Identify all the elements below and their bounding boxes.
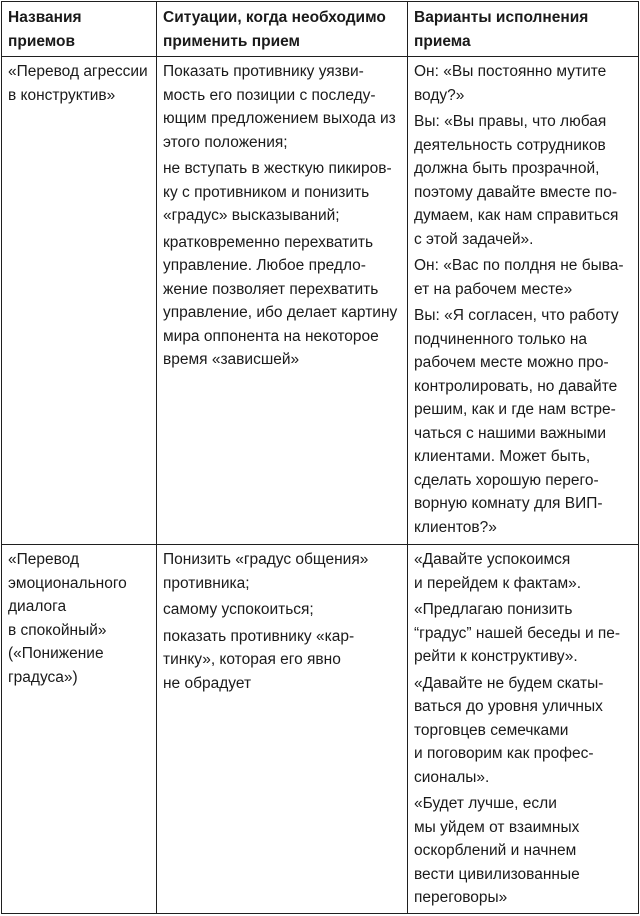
header-variants: [408, 2, 639, 57]
text-line: «Давайте успокоимся: [414, 551, 571, 568]
cell-paragraph: [8, 548, 150, 689]
header-line: Ситуации, когда необходимо: [163, 9, 386, 26]
header-situations: [157, 2, 408, 57]
text-line: ющим предложением выхода из: [163, 110, 396, 127]
cell-paragraph: [414, 304, 632, 539]
text-line: деятельность сотрудников: [414, 136, 606, 154]
cell-paragraph: [414, 792, 632, 910]
text-line: контролировать, но давайте: [414, 377, 618, 395]
text-line: «Будет лучше, если: [414, 795, 557, 812]
cell-paragraph: [163, 60, 401, 154]
cell-paragraph: [414, 110, 632, 251]
table-header-row: [2, 2, 639, 57]
header-technique-names: [2, 2, 157, 57]
text-line: тинку», которая его явно: [163, 651, 341, 668]
text-line: «градус» высказываний;: [163, 207, 340, 224]
header-line: Названия приемов: [8, 9, 82, 50]
text-line: оскорблений и начнем: [414, 842, 577, 859]
text-line: подчиненного только на: [414, 330, 587, 348]
text-line: с этой задачей».: [414, 230, 534, 248]
text-line: Вы: «Я согласен, что работу: [414, 307, 619, 324]
text-line: думаем, как нам справиться: [414, 207, 619, 224]
text-line: «Перевод агрессии: [8, 63, 148, 80]
text-line: не обрадует: [163, 674, 252, 692]
text-line: и поговорим как профес-: [414, 745, 594, 762]
text-line: торговцев семечками: [414, 721, 569, 739]
text-line: Он: «Вы постоянно мутите: [414, 63, 607, 80]
text-line: время «зависшей»: [163, 351, 300, 368]
technique-name-cell: [2, 545, 157, 914]
cell-paragraph: [414, 548, 632, 595]
cell-paragraph: [414, 60, 632, 107]
text-line: кратковременно перехватить: [163, 233, 374, 251]
table-row: [2, 545, 639, 914]
text-line: показать противнику «кар-: [163, 627, 355, 645]
cell-paragraph: [414, 598, 632, 669]
text-line: в конструктив»: [8, 86, 116, 104]
table-row: [2, 57, 639, 545]
text-line: ворную комнату для ВИП-: [414, 495, 603, 512]
text-line: управление. Любое предло-: [163, 257, 366, 274]
text-line: жение позволяет перехватить: [163, 280, 379, 298]
text-line: поэтому давайте вместе по-: [414, 183, 617, 201]
cell-paragraph: [163, 598, 401, 622]
text-line: этого положения;: [163, 133, 288, 151]
text-line: мира оппонента на некоторое: [163, 327, 379, 345]
text-line: клиентов?»: [414, 518, 497, 536]
text-line: должна быть прозрачной,: [414, 160, 600, 177]
text-line: не вступать в жесткую пикиров-: [163, 160, 392, 177]
text-line: решим, как и где нам встре-: [414, 401, 616, 418]
text-line: воду?»: [414, 86, 465, 104]
text-line: сделать хорошую перего-: [414, 471, 599, 489]
text-line: вести цивилизованные: [414, 865, 580, 883]
text-line: мость его позиции с последу-: [163, 86, 376, 104]
text-line: самому успокоиться;: [163, 601, 314, 618]
text-line: в спокойный»: [8, 621, 107, 639]
header-line: применить прием: [163, 32, 301, 50]
text-line: Понизить «градус общения»: [163, 551, 369, 568]
cell-paragraph: [163, 231, 401, 372]
text-line: градуса»): [8, 668, 78, 686]
text-line: рабочем месте можно про-: [414, 354, 609, 371]
text-line: «Перевод: [8, 551, 80, 568]
text-line: ет на рабочем месте»: [414, 280, 573, 298]
text-line: ваться до уровня уличных: [414, 698, 603, 715]
cell-paragraph: [414, 672, 632, 790]
text-line: мы уйдем от взаимных: [414, 818, 580, 836]
text-line: клиентами. Может быть,: [414, 448, 591, 465]
cell-paragraph: [163, 548, 401, 595]
text-line: «Давайте не будем скаты-: [414, 674, 604, 692]
situations-cell: [157, 57, 408, 545]
text-line: переговоры»: [414, 889, 508, 906]
text-line: противника;: [163, 574, 250, 592]
text-line: эмоционального: [8, 574, 127, 592]
text-line: «Предлагаю понизить: [414, 601, 573, 618]
cell-paragraph: [8, 60, 150, 107]
cell-paragraph: [414, 254, 632, 301]
variants-cell: [408, 545, 639, 914]
text-line: Вы: «Вы правы, что любая: [414, 113, 607, 130]
text-line: Показать противнику уязви-: [163, 63, 364, 80]
text-line: сионалы».: [414, 768, 490, 786]
text-line: рейти к конструктиву».: [414, 648, 578, 665]
techniques-table: [1, 1, 639, 914]
text-line: “градус” нашей беседы и пе-: [414, 624, 621, 642]
text-line: чаться с нашими важными: [414, 424, 606, 442]
variants-cell: [408, 57, 639, 545]
text-line: ку с противником и понизить: [163, 183, 370, 201]
text-line: («Понижение: [8, 645, 104, 662]
header-line: приема: [414, 32, 471, 50]
situations-cell: [157, 545, 408, 914]
header-line: Варианты исполнения: [414, 9, 589, 26]
text-line: Он: «Вас по полдня не быва-: [414, 257, 624, 274]
text-line: диалога: [8, 598, 67, 615]
text-line: управление, ибо делает картину: [163, 304, 398, 321]
text-line: и перейдем к фактам».: [414, 574, 582, 592]
cell-paragraph: [163, 625, 401, 696]
technique-name-cell: [2, 57, 157, 545]
cell-paragraph: [163, 157, 401, 228]
